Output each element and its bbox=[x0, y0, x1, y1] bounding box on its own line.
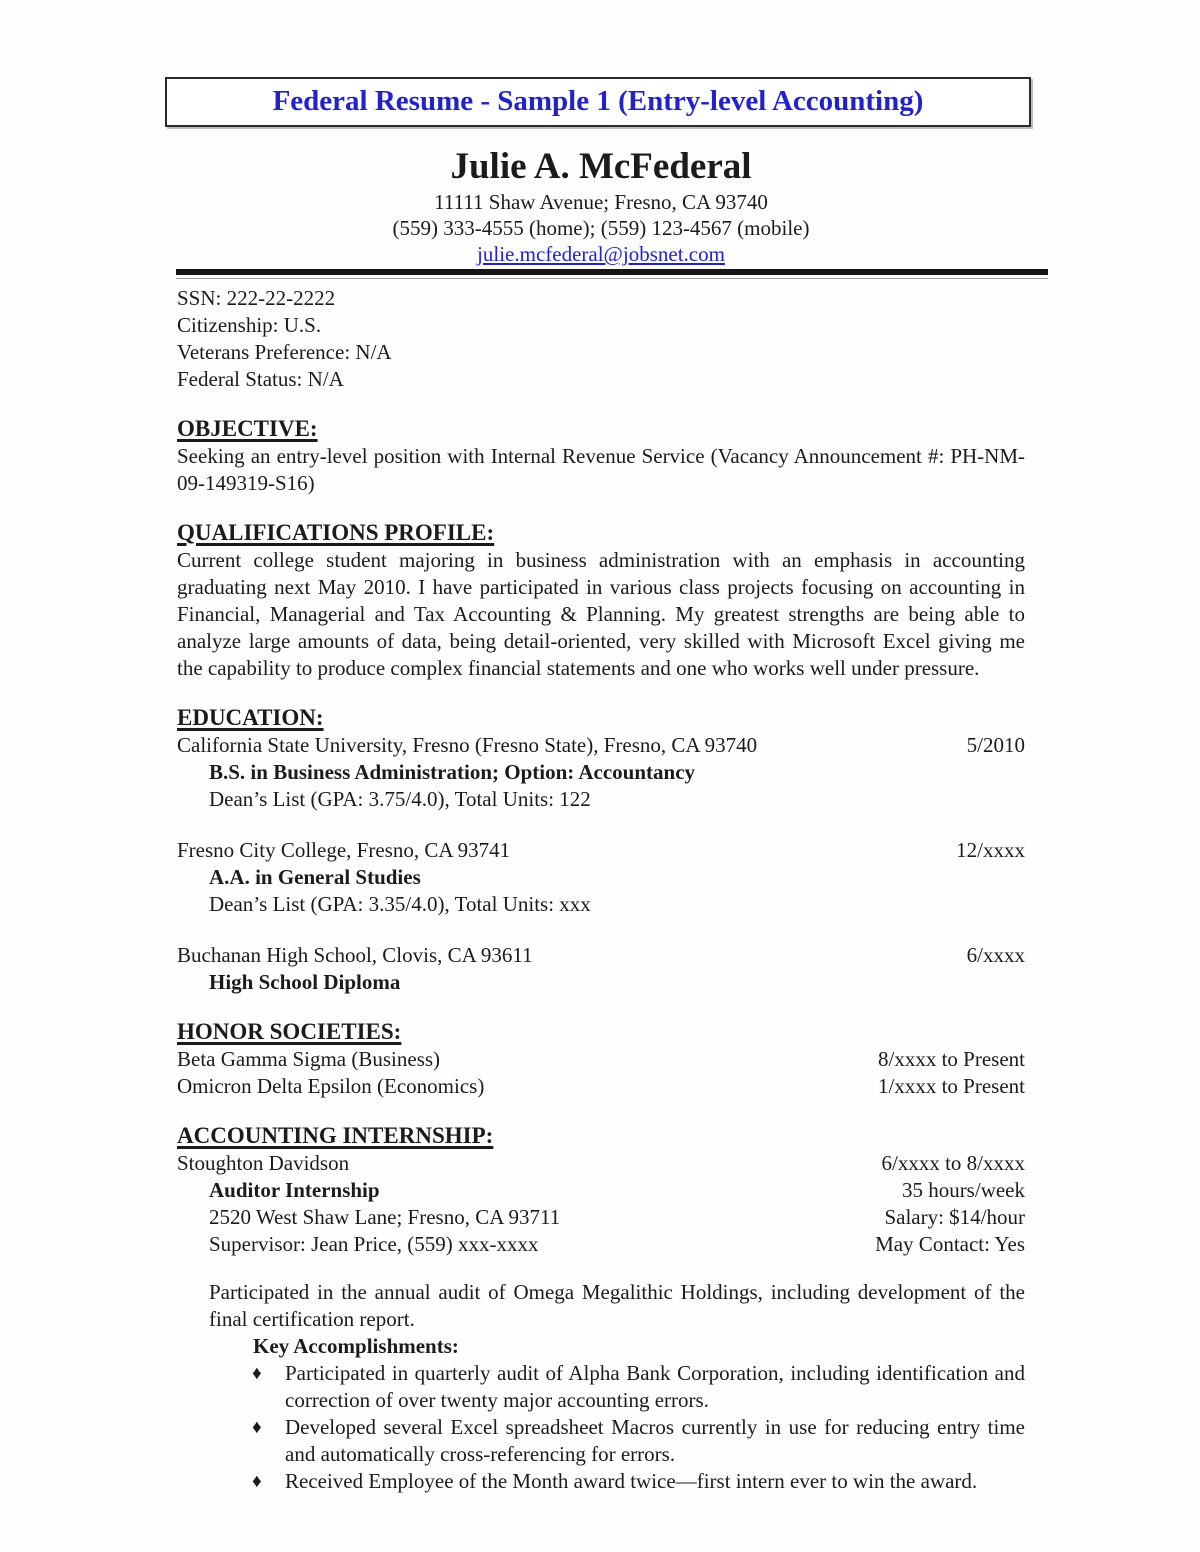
education-date: 5/2010 bbox=[966, 733, 1025, 757]
section-internship bbox=[177, 1121, 1025, 1495]
objective-text: Seeking an entry-level position with Internal Revenue Service (Vacancy Announcement #: PH-NM-09-149319-S16) bbox=[177, 444, 1025, 495]
honor-society-date: 8/xxxx to Present bbox=[878, 1047, 1025, 1071]
education-entry bbox=[177, 732, 1025, 813]
internship-description: Participated in the annual audit of Omega Megalithic Holdings, including development of the final certification report. bbox=[209, 1280, 1025, 1331]
institution-name: Fresno City College, Fresno, CA 93741 bbox=[177, 838, 511, 862]
accomplishment-text: Received Employee of the Month award twice—first intern ever to win the award. bbox=[285, 1469, 978, 1493]
header-divider bbox=[176, 269, 1048, 279]
personal-info bbox=[177, 285, 1025, 393]
education-heading: EDUCATION: bbox=[177, 705, 324, 730]
internship-salary: Salary: $14/hour bbox=[884, 1205, 1025, 1229]
institution-name: California State University, Fresno (Fresno State), Fresno, CA 93740 bbox=[177, 733, 758, 757]
federal-status-line: Federal Status: N/A bbox=[177, 367, 344, 391]
accomplishment-item bbox=[252, 1414, 1025, 1468]
resume-body bbox=[177, 285, 1025, 1495]
accomplishment-item bbox=[252, 1468, 1025, 1495]
internship-period: 6/xxxx to 8/xxxx bbox=[881, 1151, 1025, 1175]
education-details: Dean’s List (GPA: 3.35/4.0), Total Units: xxx bbox=[209, 892, 591, 916]
honor-society-row bbox=[177, 1046, 1025, 1073]
internship-title-row bbox=[177, 1177, 1025, 1204]
accomplishments-heading: Key Accomplishments: bbox=[253, 1334, 459, 1358]
section-honor-societies bbox=[177, 1017, 1025, 1100]
objective-heading: OBJECTIVE: bbox=[177, 416, 318, 441]
contact-header bbox=[177, 145, 1025, 267]
phone-line: (559) 333-4555 (home); (559) 123-4567 (mobile) bbox=[392, 216, 810, 240]
honor-societies-heading: HONOR SOCIETIES: bbox=[177, 1019, 402, 1044]
internship-hours: 35 hours/week bbox=[901, 1178, 1025, 1202]
education-entry bbox=[177, 942, 1025, 996]
may-contact: May Contact: Yes bbox=[875, 1232, 1025, 1256]
qualifications-text: Current college student majoring in business administration with an emphasis in accounting graduating next May 2010. I have participated in various class projects focusing on accounting in Financial, Managerial and Tax Accounting & Planning. My greatest strengths are being able to analyze large amounts of data, being detail-oriented, very skilled with Microsoft Excel giving me the capability to produce complex financial statements and one who works well under pressure. bbox=[177, 548, 1025, 680]
education-entry bbox=[177, 837, 1025, 918]
honor-society-date: 1/xxxx to Present bbox=[878, 1074, 1025, 1098]
veterans-preference-line: Veterans Preference: N/A bbox=[177, 340, 392, 364]
accomplishment-text: Participated in quarterly audit of Alpha Bank Corporation, including identification and correction of over twenty major accounting errors. bbox=[285, 1361, 1025, 1412]
internship-heading: ACCOUNTING INTERNSHIP: bbox=[177, 1123, 494, 1148]
degree-title: A.A. in General Studies bbox=[209, 865, 421, 889]
section-education bbox=[177, 703, 1025, 996]
accomplishment-item bbox=[252, 1360, 1025, 1414]
degree-title: B.S. in Business Administration; Option: Accountancy bbox=[209, 760, 696, 784]
employer-address: 2520 West Shaw Lane; Fresno, CA 93711 bbox=[209, 1205, 561, 1229]
diamond-bullet-icon: ♦ bbox=[252, 1471, 262, 1492]
diamond-bullet-icon: ♦ bbox=[252, 1417, 262, 1438]
section-objective bbox=[177, 414, 1025, 497]
accomplishment-text: Developed several Excel spreadsheet Macros currently in use for reducing entry time and automatically cross-referencing for errors. bbox=[285, 1415, 1025, 1466]
email-line bbox=[177, 241, 1025, 267]
honor-society-row bbox=[177, 1073, 1025, 1100]
ssn-line: SSN: 222-22-2222 bbox=[177, 286, 336, 310]
internship-employer-row bbox=[177, 1150, 1025, 1177]
section-qualifications bbox=[177, 518, 1025, 682]
employer-name: Stoughton Davidson bbox=[177, 1151, 350, 1175]
citizenship-line: Citizenship: U.S. bbox=[177, 313, 322, 337]
internship-job-title: Auditor Internship bbox=[209, 1178, 380, 1202]
supervisor-info: Supervisor: Jean Price, (559) xxx-xxxx bbox=[209, 1232, 539, 1256]
education-date: 12/xxxx bbox=[956, 838, 1025, 862]
institution-name: Buchanan High School, Clovis, CA 93611 bbox=[177, 943, 533, 967]
internship-address-row bbox=[177, 1204, 1025, 1231]
qualifications-heading: QUALIFICATIONS PROFILE: bbox=[177, 520, 495, 545]
banner-title: Federal Resume - Sample 1 (Entry-level Accounting) bbox=[272, 85, 924, 117]
degree-title: High School Diploma bbox=[209, 970, 401, 994]
internship-supervisor-row bbox=[177, 1231, 1025, 1258]
email-link[interactable]: julie.mcfederal@jobsnet.com bbox=[477, 242, 725, 266]
honor-society-name: Beta Gamma Sigma (Business) bbox=[177, 1047, 441, 1071]
candidate-name: Julie A. McFederal bbox=[450, 146, 752, 187]
honor-society-name: Omicron Delta Epsilon (Economics) bbox=[177, 1074, 485, 1098]
diamond-bullet-icon: ♦ bbox=[252, 1363, 262, 1384]
address-line: 11111 Shaw Avenue; Fresno, CA 93740 bbox=[434, 190, 768, 214]
education-details: Dean’s List (GPA: 3.75/4.0), Total Units: 122 bbox=[209, 787, 591, 811]
banner-box bbox=[165, 77, 1031, 127]
education-date: 6/xxxx bbox=[966, 943, 1025, 967]
